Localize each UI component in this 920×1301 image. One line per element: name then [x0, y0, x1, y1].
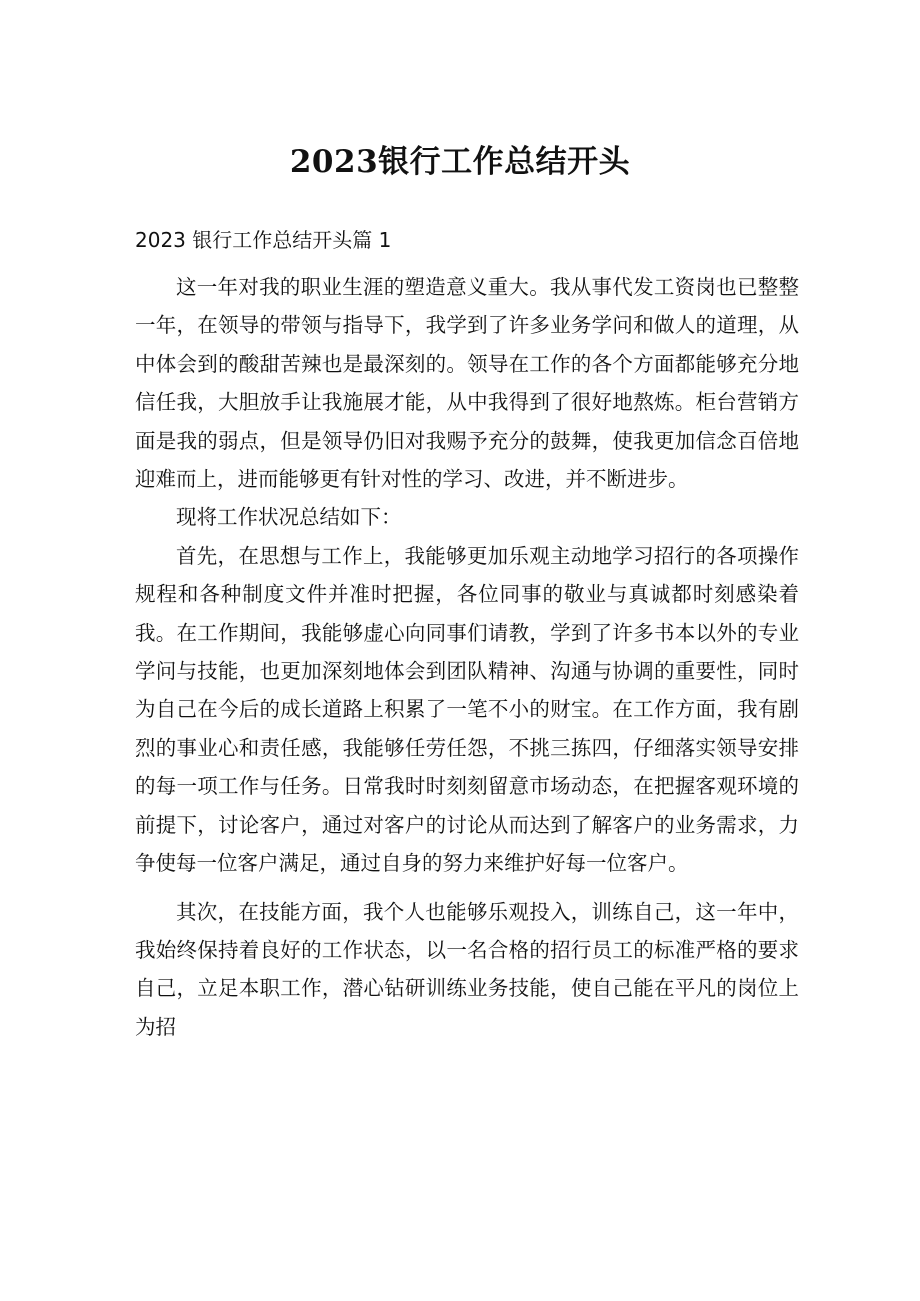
paragraph-1: 这一年对我的职业生涯的塑造意义重大。我从事代发工资岗也已整整一年，在领导的带领与指导下，我学到了许多业务学问和做人的道理，从中体会到的酸甜苦辣也是最深刻的。领导在工作的各个方面都能够充分地信任我，大胆放手让我施展才能，从中我得到了很好地熬炼。柜台营销方面是我的弱点，但是领导仍旧对我赐予充分的鼓舞，使我更加信念百倍地迎难而上，进而能够更有针对性的学习、改进，并不断进步。 [135, 275, 799, 492]
paragraph-3: 首先，在思想与工作上，我能够更加乐观主动地学习招行的各项操作规程和各种制度文件并准时把握，各位同事的敬业与真诚都时刻感染着我。在工作期间，我能够虚心向同事们请教，学到了许多书本以外的专业学问与技能，也更加深刻地体会到团队精神、沟通与协调的重要性，同时为自己在今后的成长道路上积累了一笔不小的财宝。在工作方面，我有剧烈的事业心和责任感，我能够任劳任怨，不挑三拣四，仔细落实领导安排的每一项工作与任务。日常我时时刻刻留意市场动态，在把握客观环境的前提下，讨论客户，通过对客户的讨论从而达到了解客户的业务需求，力争使每一位客户满足，通过自身的努力来维护好每一位客户。 [135, 543, 799, 876]
paragraph-4: 其次，在技能方面，我个人也能够乐观投入，训练自己，这一年中，我始终保持着良好的工作状态，以一名合格的招行员工的标准严格的要求自己，立足本职工作，潜心钻研训练业务技能，使自己能在平凡的岗位上为招 [135, 899, 799, 1039]
section-heading: 2023 银行工作总结开头篇 1 [135, 228, 392, 252]
document-body [135, 268, 799, 1046]
document-title: 2023银行工作总结开头 [289, 144, 631, 180]
paragraph-2: 现将工作状况总结如下： [176, 505, 402, 530]
